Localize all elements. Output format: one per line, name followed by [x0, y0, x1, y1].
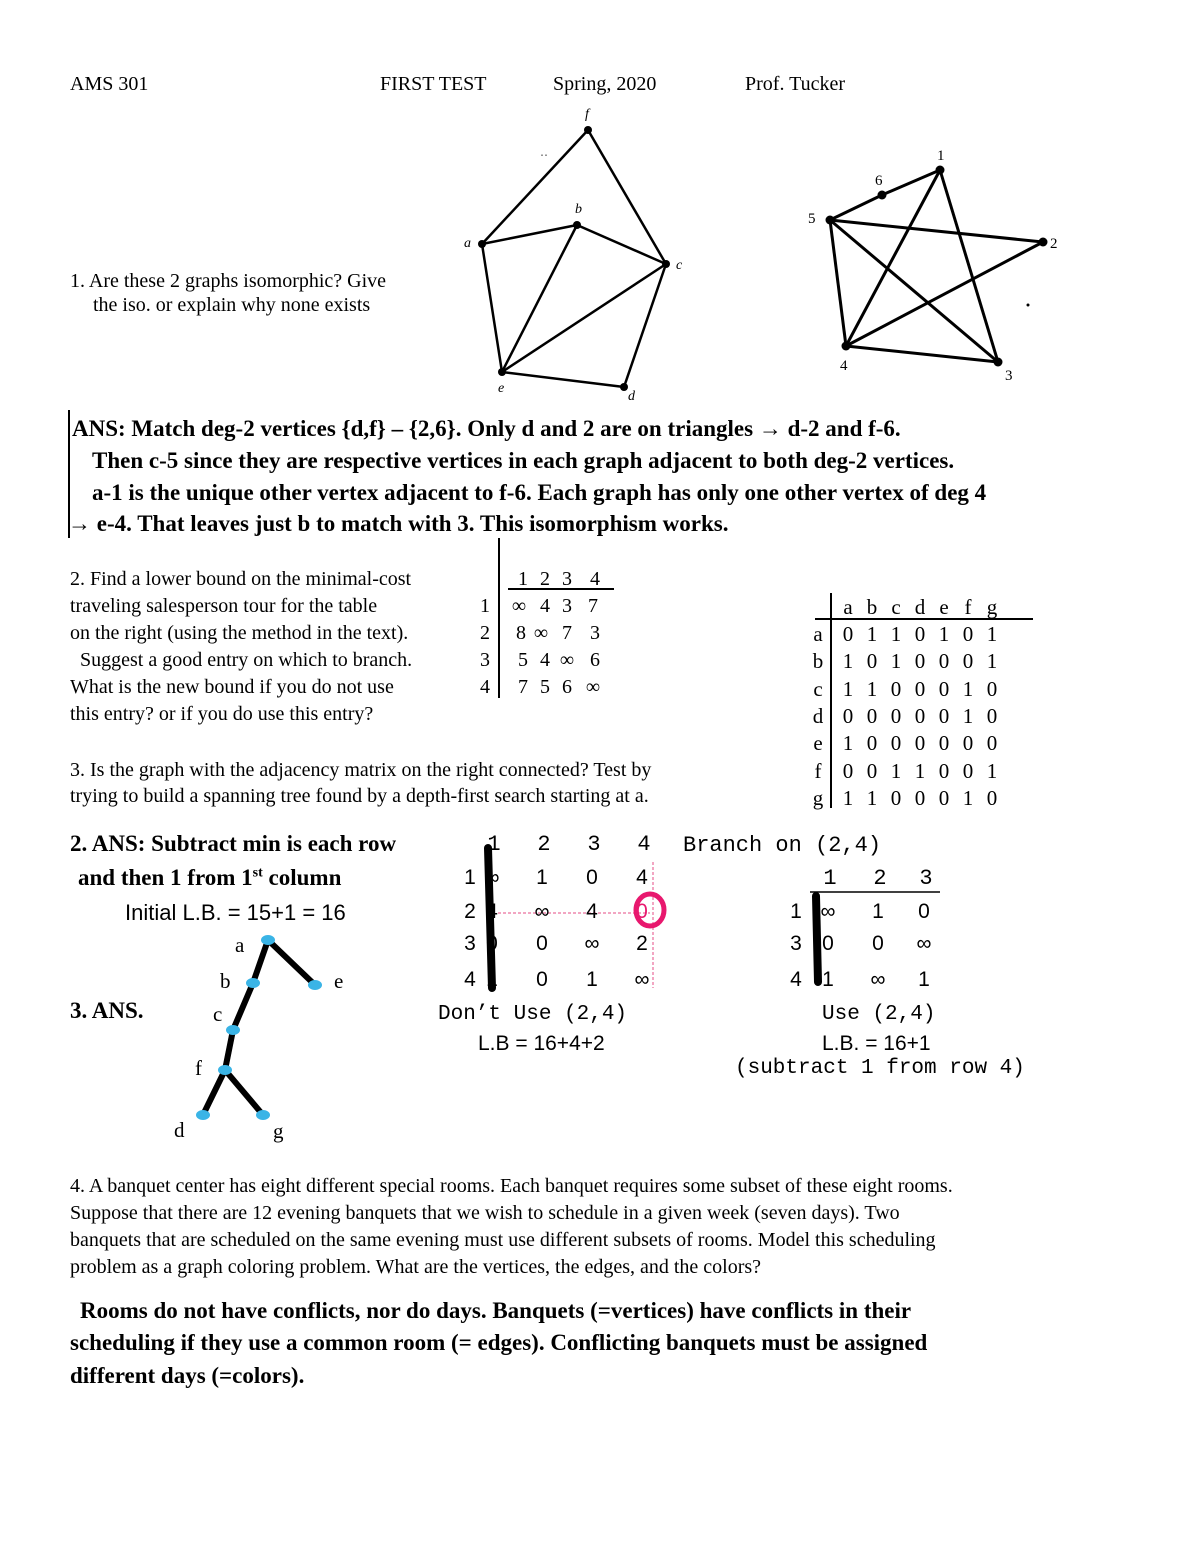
adj-row-label: b — [812, 649, 824, 674]
g2-label-5: 5 — [808, 211, 816, 227]
reduced-col-header: 1 — [487, 832, 501, 857]
adj-cell: 0 — [914, 785, 926, 810]
q4-line3: banquets that are scheduled on the same evening must use different subsets of rooms. Model this scheduling — [70, 1229, 936, 1251]
adj-row-label: f — [814, 758, 822, 783]
cost-cell: 6 — [562, 676, 572, 698]
adj-col-header: b — [866, 595, 878, 619]
use-cell: ∞ — [916, 932, 932, 955]
ans2-initial-lb: Initial L.B. = 15+1 = 16 — [125, 900, 346, 925]
adj-cell: 0 — [914, 649, 926, 674]
q2-line4: Suggest a good entry on which to branch. — [80, 649, 413, 671]
adj-cell: 0 — [890, 785, 902, 810]
reduced-col-header: 2 — [537, 832, 551, 857]
cost-cell: 8 — [516, 622, 526, 644]
adj-cell: 1 — [842, 676, 854, 701]
adj-cell: 0 — [938, 785, 950, 810]
cost-row-label: 4 — [480, 676, 490, 698]
use-label: Use (2,4) — [822, 1003, 936, 1026]
ans4-line1: Rooms do not have conflicts, nor do days. Banquets (=vertices) have conflicts in their — [80, 1298, 912, 1323]
adj-cell: 0 — [938, 703, 950, 728]
q3-line2: trying to build a spanning tree found by a depth-first search starting at a. — [70, 785, 649, 807]
g2-node-6 — [878, 191, 887, 200]
cost-cell: 7 — [588, 595, 598, 617]
ans4-line3: different days (=colors). — [70, 1363, 305, 1388]
adj-cell: 0 — [914, 703, 926, 728]
g1-node-b — [573, 221, 581, 229]
dfs-tree — [160, 925, 344, 1150]
tree-label-g: g — [273, 1119, 284, 1143]
graph-2 — [800, 140, 1080, 390]
reduced-cell: 4 — [486, 900, 498, 923]
g2-node-1 — [936, 166, 945, 175]
graph-1 — [440, 100, 690, 410]
g2-label-2: 2 — [1050, 236, 1058, 252]
adj-col-header: f — [964, 595, 972, 619]
q4-line2: Suppose that there are 12 evening banquets that we wish to schedule in a given week (seven days). Two — [70, 1202, 900, 1224]
use-note: (subtract 1 from row 4) — [735, 1057, 1025, 1080]
term: Spring, 2020 — [553, 73, 657, 95]
reduced-row-label: 4 — [464, 968, 476, 991]
use-cell: 0 — [872, 932, 884, 955]
reduced-cell: 0 — [536, 968, 548, 991]
svg-text:‥: ‥ — [540, 145, 549, 159]
ans2-line2: and then 1 from 1st column — [78, 865, 342, 890]
adj-cell: 0 — [866, 649, 878, 674]
adj-cell: 0 — [890, 731, 902, 756]
adj-cell: 0 — [866, 731, 878, 756]
reduced-row-label: 1 — [464, 866, 476, 889]
cost-cell: 6 — [590, 649, 600, 671]
g2-node-5 — [826, 216, 835, 225]
q2-line2: traveling salesperson tour for the table — [70, 595, 378, 617]
adj-cell: 1 — [890, 622, 902, 646]
cost-col-1: 1 — [518, 568, 528, 590]
adj-row-label: c — [813, 676, 823, 701]
adj-cell: 1 — [962, 785, 974, 810]
g2-node-3 — [994, 358, 1003, 367]
adj-cell: 0 — [938, 649, 950, 674]
g2-node-2 — [1039, 238, 1048, 247]
q2-line3: on the right (using the method in the text). — [70, 622, 409, 644]
ans3-label: 3. ANS. — [70, 998, 144, 1023]
ans2-line1: 2. ANS: Subtract min is each row — [70, 831, 397, 856]
adj-row-label: e — [813, 731, 823, 756]
q1-line2: the iso. or explain why none exists — [93, 294, 371, 316]
cost-row-label: 3 — [480, 649, 490, 671]
tree-node-a — [261, 935, 275, 945]
adj-cell: 0 — [986, 676, 998, 701]
reduced-col-header: 4 — [637, 832, 651, 857]
use-row-label: 1 — [790, 900, 802, 923]
adj-cell: 1 — [914, 758, 926, 783]
q2-line5: What is the new bound if you do not use — [70, 676, 394, 698]
tree-node-f — [218, 1065, 232, 1075]
reduced-cell: ∞ — [534, 900, 550, 923]
cost-row-label: 2 — [480, 622, 490, 644]
cost-col-4: 4 — [590, 568, 600, 590]
use-cell: ∞ — [870, 968, 886, 991]
adj-cell: 0 — [938, 758, 950, 783]
adj-cell: 0 — [842, 622, 854, 646]
cost-cell: ∞ — [511, 595, 527, 617]
tree-label-b: b — [220, 969, 231, 993]
g1-label-a: a — [464, 236, 471, 251]
adj-cell: 0 — [938, 676, 950, 701]
adj-cell: 0 — [962, 758, 974, 783]
reduced-cell: 1 — [536, 866, 548, 889]
use-cell: 0 — [822, 932, 834, 955]
adj-cell: 1 — [866, 785, 878, 810]
use-cell: 1 — [872, 900, 884, 923]
adj-cell: 1 — [962, 676, 974, 701]
g1-node-d — [620, 383, 628, 391]
cost-row-label: 1 — [480, 595, 490, 617]
use-col-header: 2 — [873, 866, 887, 891]
reduced-cell: ∞ — [634, 968, 650, 991]
reduced-cell: 1 — [486, 968, 498, 991]
adj-cell: 0 — [962, 622, 974, 646]
tree-label-f: f — [195, 1056, 202, 1080]
use-row-label: 4 — [790, 968, 802, 991]
adj-row-label: d — [812, 703, 824, 728]
adj-cell: 1 — [842, 785, 854, 810]
g2-node-4 — [842, 342, 851, 351]
branch-label: Branch on (2,4) — [683, 833, 882, 858]
test-title: FIRST TEST — [380, 73, 487, 95]
ans1-line1: ANS: Match deg-2 vertices {d,f} – {2,6}. Only d and 2 are on triangles → d-2 and f-6. — [72, 416, 901, 441]
q4-line1: 4. A banquet center has eight different special rooms. Each banquet requires some subset of these eight rooms. — [70, 1175, 953, 1197]
tree-label-c: c — [213, 1002, 223, 1026]
adj-cell: 0 — [842, 703, 854, 728]
reduced-cell: 2 — [636, 932, 648, 955]
reduced-cell: 4 — [586, 900, 598, 923]
adj-cell: 0 — [914, 676, 926, 701]
adj-cell: 0 — [962, 731, 974, 756]
reduced-cell: ∞ — [484, 866, 500, 889]
adj-cell: 0 — [986, 703, 998, 728]
adj-cell: 1 — [842, 649, 854, 674]
cost-cell: 7 — [518, 676, 528, 698]
g1-label-b: b — [575, 202, 582, 217]
use-lb: L.B. = 16+1 — [822, 1032, 931, 1055]
tree-node-e — [308, 980, 322, 990]
adj-cell: 0 — [986, 785, 998, 810]
q3-line1: 3. Is the graph with the adjacency matrix on the right connected? Test by — [70, 759, 652, 781]
ans1-line4: → e-4. That leaves just b to match with 3. This isomorphism works. — [68, 511, 729, 536]
adj-col-header: e — [939, 595, 949, 619]
use-cell: 1 — [822, 968, 834, 991]
reduced-cell: 4 — [636, 866, 648, 889]
dont-use-lb: L.B = 16+4+2 — [478, 1032, 605, 1055]
adj-cell: 0 — [914, 731, 926, 756]
reduced-cell: 1 — [586, 968, 598, 991]
g1-node-f — [584, 126, 592, 134]
tree-label-a: a — [235, 933, 245, 957]
adj-cell: 1 — [866, 622, 878, 646]
use-col-header: 1 — [823, 866, 837, 891]
g2-label-6: 6 — [875, 173, 883, 189]
reduced-cell: 0 — [486, 932, 498, 955]
ans4-line2: scheduling if they use a common room (= edges). Conflicting banquets must be assigned — [70, 1330, 928, 1355]
adj-cell: 1 — [890, 649, 902, 674]
adj-cell: 0 — [986, 731, 998, 756]
use-col-header: 3 — [919, 866, 933, 891]
adj-cell: 0 — [866, 758, 878, 783]
q1-line1: 1. Are these 2 graphs isomorphic? Give — [70, 270, 387, 292]
q2-line6: this entry? or if you do use this entry? — [70, 703, 374, 725]
cost-cell: 3 — [590, 622, 600, 644]
adj-cell: 0 — [842, 758, 854, 783]
adj-cell: 1 — [986, 622, 998, 646]
adj-col-header: a — [843, 595, 853, 619]
adj-cell: 0 — [890, 703, 902, 728]
adj-row-label: a — [813, 622, 823, 646]
use-cell: 1 — [918, 968, 930, 991]
cost-col-3: 3 — [562, 568, 572, 590]
cost-cell: 5 — [540, 676, 550, 698]
adj-cell: 1 — [890, 758, 902, 783]
cost-cell: 4 — [540, 595, 550, 617]
cost-cell: ∞ — [559, 649, 575, 671]
reduced-cell: 0 — [586, 866, 598, 889]
ans1-line2: Then c-5 since they are respective vertices in each graph adjacent to both deg-2 vertices. — [92, 448, 955, 473]
adj-row-label: g — [812, 785, 824, 810]
tree-node-d — [196, 1110, 210, 1120]
cost-cell: ∞ — [533, 622, 549, 644]
ans1-line3: a-1 is the unique other vertex adjacent to f-6. Each graph has only one other vertex of deg 4 — [92, 480, 987, 505]
cost-cell: 7 — [562, 622, 572, 644]
adj-cell: 0 — [866, 703, 878, 728]
g1-node-c — [662, 260, 670, 268]
professor: Prof. Tucker — [745, 73, 846, 95]
cost-cell: 5 — [518, 649, 528, 671]
g1-node-a — [478, 240, 486, 248]
adj-cell: 0 — [938, 731, 950, 756]
reduced-row-label: 3 — [464, 932, 476, 955]
g1-label-d: d — [628, 389, 635, 404]
cost-cell: ∞ — [585, 676, 601, 698]
g1-label-f: f — [585, 107, 589, 122]
use-row-label: 3 — [790, 932, 802, 955]
g2-label-4: 4 — [840, 358, 848, 374]
reduced-row-label: 2 — [464, 900, 476, 923]
reduced-cell: ∞ — [584, 932, 600, 955]
q4-line4: problem as a graph coloring problem. What are the vertices, the edges, and the colors? — [70, 1256, 762, 1278]
adj-cell: 1 — [962, 703, 974, 728]
cost-cell: 3 — [562, 595, 572, 617]
adj-cell: 0 — [890, 676, 902, 701]
tree-node-b — [246, 978, 260, 988]
g1-label-c: c — [676, 258, 683, 273]
adj-cell: 0 — [962, 649, 974, 674]
tree-node-c — [226, 1025, 240, 1035]
use-cell: ∞ — [820, 900, 836, 923]
q2-line1: 2. Find a lower bound on the minimal-cost — [70, 568, 412, 590]
adj-cell: 1 — [986, 758, 998, 783]
adj-cell: 1 — [866, 676, 878, 701]
cost-cell: 4 — [540, 649, 550, 671]
adj-cell: 0 — [914, 622, 926, 646]
g1-label-e: e — [498, 381, 505, 396]
cost-col-2: 2 — [540, 568, 550, 590]
g2-label-1: 1 — [937, 148, 945, 164]
adj-cell: 1 — [986, 649, 998, 674]
adj-cell: 1 — [938, 622, 950, 646]
adj-col-header: d — [914, 595, 926, 619]
reduced-cell: 0 — [536, 932, 548, 955]
adj-cell: 1 — [842, 731, 854, 756]
tree-node-g — [256, 1110, 270, 1120]
g1-node-e — [498, 368, 506, 376]
use-cell: 0 — [918, 900, 930, 923]
dont-use-label: Don’t Use (2,4) — [438, 1003, 628, 1026]
reduced-cell: 0 — [636, 900, 648, 923]
g2-label-3: 3 — [1005, 368, 1013, 384]
tree-label-e: e — [334, 969, 344, 993]
adj-col-header: c — [891, 595, 901, 619]
course-code: AMS 301 — [70, 73, 149, 95]
adj-col-header: g — [986, 595, 998, 619]
reduced-col-header: 3 — [587, 832, 601, 857]
tree-label-d: d — [174, 1118, 185, 1142]
